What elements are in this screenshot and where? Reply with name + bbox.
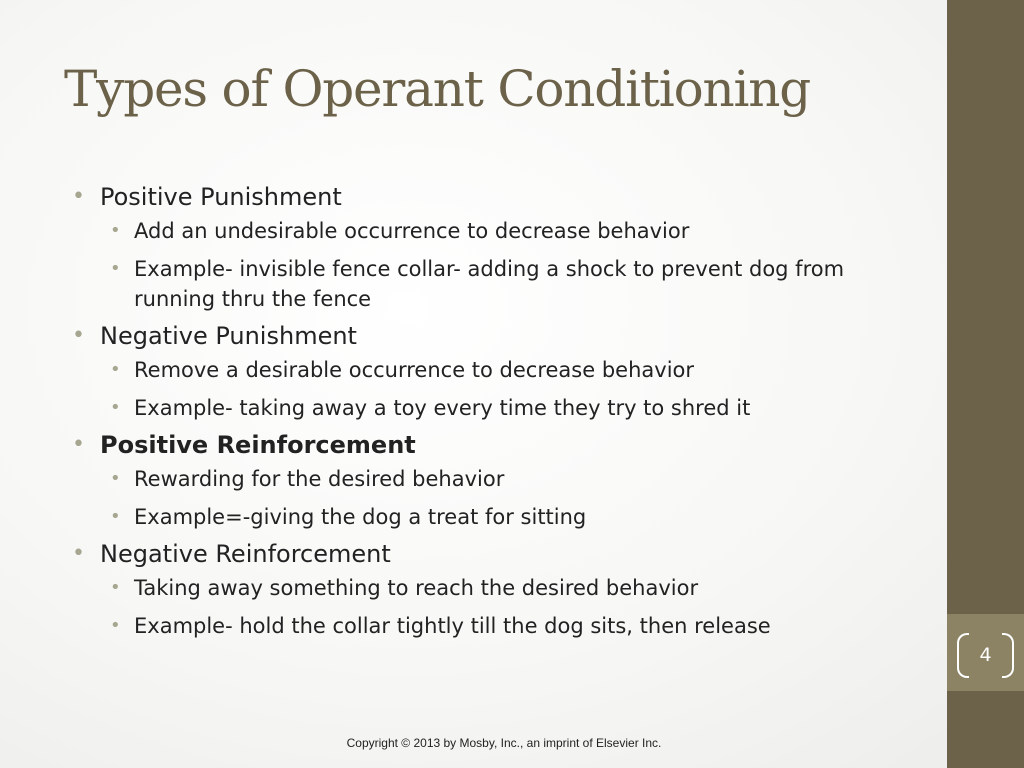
sub-list xyxy=(100,355,932,423)
sub-item-text: Taking away something to reach the desired behavior xyxy=(134,576,699,600)
bullet-item-positive-punishment xyxy=(72,182,932,314)
sub-item xyxy=(100,254,870,314)
sub-item-text: Add an undesirable occurrence to decrease behavior xyxy=(134,219,690,243)
sub-item xyxy=(100,216,870,246)
bullet-icon: • xyxy=(110,258,121,279)
sub-item-text: Example=-giving the dog a treat for sitting xyxy=(134,505,587,529)
sub-list xyxy=(100,464,932,532)
bullet-icon: • xyxy=(110,359,121,380)
copyright-footer: Copyright © 2013 by Mosby, Inc., an imprint of Elsevier Inc. xyxy=(346,736,662,750)
sub-item-text: Example- invisible fence collar- adding a shock to prevent dog from running thru the fence xyxy=(134,257,845,311)
bullet-text: Positive Reinforcement xyxy=(100,431,416,459)
bullet-text: Negative Reinforcement xyxy=(100,540,391,568)
bullet-icon: • xyxy=(110,506,121,527)
bullet-icon: • xyxy=(110,220,121,241)
sub-item-text: Rewarding for the desired behavior xyxy=(134,467,505,491)
sub-list xyxy=(100,216,932,314)
bullet-item-negative-reinforcement xyxy=(72,539,932,641)
bullet-item-negative-punishment xyxy=(72,321,932,423)
slide-title: Types of Operant Conditioning xyxy=(64,60,811,118)
bullet-icon: • xyxy=(72,323,85,348)
bullet-icon: • xyxy=(72,432,85,457)
bullet-list xyxy=(72,182,932,641)
sub-item-text: Remove a desirable occurrence to decrease behavior xyxy=(134,358,695,382)
bullet-text: Positive Punishment xyxy=(100,183,342,211)
bullet-icon: • xyxy=(110,577,121,598)
bullet-text: Negative Punishment xyxy=(100,322,357,350)
bullet-icon: • xyxy=(110,468,121,489)
bullet-item-positive-reinforcement xyxy=(72,430,932,532)
bullet-icon: • xyxy=(110,397,121,418)
bullet-icon: • xyxy=(110,615,121,636)
bullet-icon: • xyxy=(72,184,85,209)
sub-list xyxy=(100,573,932,641)
sub-item xyxy=(100,611,870,641)
bullet-icon: • xyxy=(72,541,85,566)
sub-item-text: Example- taking away a toy every time they try to shred it xyxy=(134,396,751,420)
sub-item-text: Example- hold the collar tightly till the dog sits, then release xyxy=(134,614,771,638)
sub-item xyxy=(100,573,870,603)
sub-item xyxy=(100,464,870,494)
slide-number: 4 xyxy=(979,644,992,666)
sub-item xyxy=(100,502,870,532)
sub-item xyxy=(100,355,870,385)
sub-item xyxy=(100,393,870,423)
